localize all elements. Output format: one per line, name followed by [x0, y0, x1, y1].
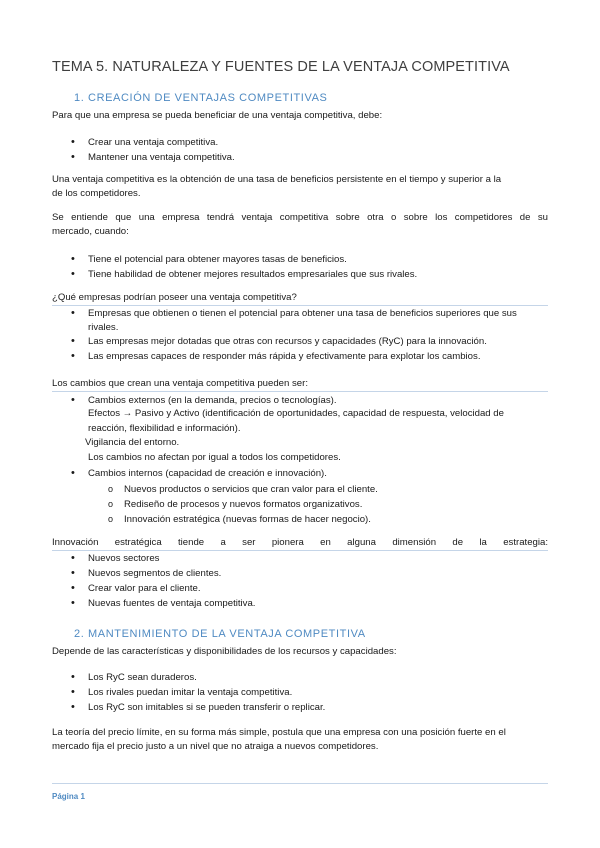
paragraph-line: Una ventaja competitiva es la obtención de una tasa de beneficios persistente en el tiempo y superior a la [52, 174, 502, 185]
list-empresas [52, 307, 548, 364]
paragraph-cambios: Los cambios que crean una ventaja competitiva pueden ser: [52, 378, 308, 389]
question-heading: ¿Qué empresas podrían poseer una ventaja competitiva? [52, 292, 297, 303]
list-item: • Nuevas fuentes de ventaja competitiva. [52, 596, 548, 611]
item-heading: • Cambios externos (en la demanda, precios o tecnologías). [88, 395, 337, 406]
list-item: • Las empresas mejor dotadas que otras con recursos y capacidades (RyC) para la innovación. [52, 334, 548, 349]
paragraph-line: mercado fija el precio justo a un nivel que no atraiga a nuevos competidores. [52, 741, 379, 752]
list-cambios-internos [52, 466, 548, 481]
list-innovacion [52, 551, 548, 611]
detail-line: Vigilancia del entorno. [85, 437, 180, 448]
footer-divider [52, 783, 548, 784]
list-cambios [52, 393, 548, 408]
list-item-externos [52, 393, 548, 408]
sublist-item: o Nuevos productos o servicios que cran valor para el cliente. [52, 482, 548, 497]
list-item: • Mantener una ventaja competitiva. [52, 150, 548, 165]
list-conditions [52, 252, 548, 282]
page-title: TEMA 5. NATURALEZA Y FUENTES DE LA VENTAJA COMPETITIVA [52, 59, 510, 75]
list-item-internos: • Cambios internos (capacidad de creación e innovación). [52, 466, 548, 481]
paragraph-innovacion: Innovación estratégica tiende a ser pionera en alguna dimensión de la estrategia: [52, 537, 548, 548]
paragraph-line: mercado, cuando: [52, 226, 129, 237]
divider [52, 305, 548, 306]
section-heading-1: 1. CREACIÓN DE VENTAJAS COMPETITIVAS [74, 92, 328, 104]
list-item: • Empresas que obtienen o tienen el potencial para obtener una tasa de beneficios superiores que sus rivales. [52, 307, 548, 334]
list-item: • Nuevos sectores [52, 551, 548, 566]
paragraph-precio-limite [52, 726, 548, 754]
list-item: • Los RyC sean duraderos. [52, 670, 548, 685]
detail-line: Los cambios no afectan por igual a todos los competidores. [88, 451, 341, 463]
list-item: • Los RyC son imitables si se pueden transferir o replicar. [52, 700, 548, 715]
sublist-item: o Rediseño de procesos y nuevos formatos organizativos. [52, 497, 548, 512]
list-item: • Las empresas capaces de responder más rápida y efectivamente para explotar los cambios. [52, 349, 548, 364]
list-ryc [52, 670, 548, 715]
list-item: • Nuevos segmentos de clientes. [52, 566, 548, 581]
list-crear-mantener [52, 135, 548, 165]
detail-line: Efectos → Pasivo y Activo (identificación de oportunidades, capacidad de respuesta, velocidad de [88, 408, 504, 419]
detail-line: reacción, flexibilidad e información). [88, 422, 241, 434]
paragraph-intro: Para que una empresa se pueda beneficiar de una ventaja competitiva, debe: [52, 110, 383, 121]
list-item: • Tiene el potencial para obtener mayores tasas de beneficios. [52, 252, 548, 267]
paragraph-definition [52, 173, 548, 201]
page-number: Página 1 [52, 792, 85, 801]
list-item: • Crear una ventaja competitiva. [52, 135, 548, 150]
list-item: • Los rivales puedan imitar la ventaja competitiva. [52, 685, 548, 700]
sublist-item: o Innovación estratégica (nuevas formas de hacer negocio). [52, 512, 548, 527]
paragraph-depende: Depende de las características y disponibilidades de los recursos y capacidades: [52, 646, 397, 657]
paragraph-condition [52, 211, 548, 239]
sublist-internos [52, 482, 548, 527]
divider [52, 391, 548, 392]
paragraph-line: de los competidores. [52, 188, 141, 199]
section-heading-2: 2. MANTENIMIENTO DE LA VENTAJA COMPETITIVA [74, 628, 366, 640]
list-item: • Tiene habilidad de obtener mejores resultados empresariales que sus rivales. [52, 267, 548, 282]
paragraph-line: Se entiende que una empresa tendrá ventaja competitiva sobre otra o sobre los competidores de su [52, 212, 548, 223]
externos-details [52, 407, 548, 465]
list-item: • Crear valor para el cliente. [52, 581, 548, 596]
paragraph-line: La teoría del precio límite, en su forma más simple, postula que una empresa con una posición fuerte en el [52, 727, 506, 738]
